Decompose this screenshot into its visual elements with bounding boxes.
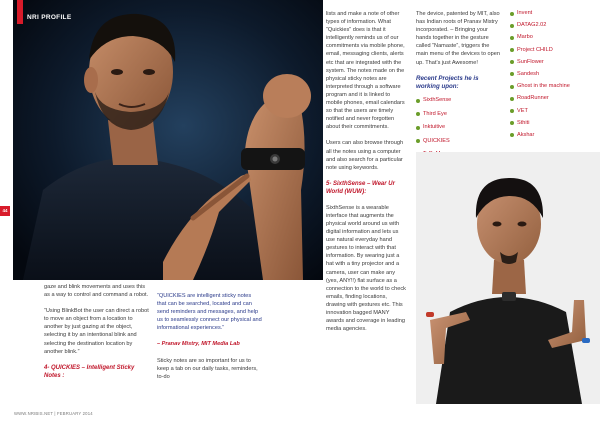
list-item: SixthSense	[416, 97, 502, 104]
bullet-dot-icon	[510, 109, 514, 113]
bullet-dot-icon	[510, 36, 514, 40]
projects-heading: Recent Projects he is working upon:	[416, 74, 479, 91]
page-number: 44	[0, 206, 10, 216]
list-item: Ghost in the machine	[510, 83, 598, 90]
paragraph: Sticky notes are so important for us to keep a tab on our daily tasks, reminders, to-do	[157, 357, 258, 380]
section-marker	[17, 0, 23, 24]
list-item: Sthiti	[510, 120, 598, 127]
list-item: DATAG2.02	[510, 22, 598, 29]
bullet-dot-icon	[416, 126, 420, 130]
project-list-1	[416, 97, 502, 158]
list-item: SunFlower	[510, 59, 598, 66]
section-heading-sixthsense: 5- SixthSense – Wear Ur World (WUW):	[326, 180, 395, 195]
bullet-dot-icon	[510, 85, 514, 89]
bullet-dot-icon	[510, 24, 514, 28]
text-column-4	[416, 10, 502, 164]
bullet-dot-icon	[510, 121, 514, 125]
paragraph: Users can also browse through all the notes using a computer and also search for a particular note using keywords.	[326, 140, 404, 171]
quote-attribution: – Pranav Mistry, MIT Media Lab	[157, 341, 240, 348]
photo-illustration	[416, 152, 600, 404]
list-item: Akshar	[510, 132, 598, 139]
footer-text: WWW.NRIBIS.NET | FEBRUARY 2014	[14, 411, 93, 416]
paragraph: lists and make a note of other types of information. What “Quickies” does is that it intelligently reminds us of our commitments via mobile phone, email, messaging clients, alerts etc that are integrated with the system. The notes made on the physical sticky notes are interpreted through a software program and it is linked to mobile phones, email calendars so that the users are timely notified and never forgotten about their commitments.	[326, 11, 405, 131]
photo-pranav-wrist-device	[13, 0, 323, 280]
section-label: NRI PROFILE	[27, 14, 72, 21]
project-list-2	[510, 10, 598, 139]
list-item: Invent	[510, 10, 598, 17]
photo-illustration	[13, 0, 323, 280]
text-column-5	[510, 10, 598, 144]
bullet-dot-icon	[416, 112, 420, 116]
section-heading-quickies: 4- QUICKIES – Intelligent Sticky Notes :	[44, 364, 135, 379]
text-column-3	[326, 10, 408, 341]
bullet-dot-icon	[510, 72, 514, 76]
bullet-dot-icon	[510, 133, 514, 137]
list-item: QUICKIES	[416, 138, 502, 145]
bullet-dot-icon	[510, 60, 514, 64]
bullet-dot-icon	[510, 12, 514, 16]
list-item: Project CHILD	[510, 47, 598, 54]
bullet-dot-icon	[510, 48, 514, 52]
text-column-1	[44, 283, 149, 388]
photo-pranav-frame-gesture	[416, 152, 600, 404]
paragraph: “Using BlinkBot the user can direct a robot to move an object from a location to another by just gazing at the object, selecting it by an intentional blink and selecting the destination location by another blink.”	[44, 308, 149, 355]
list-item: Sandesh	[510, 71, 598, 78]
bullet-dot-icon	[510, 97, 514, 101]
paragraph: gaze and blink movements and uses this as a way to control and command a robot.	[44, 284, 149, 299]
paragraph: The device, patented by MIT, also has Indian roots of Pranav Mistry incorporated. – Bringing your hands together in the gesture called “Namaste”, triggers the main menu of the devices to open up. That’s just Awesome!	[416, 11, 500, 66]
paragraph: SixthSense is a wearable interface that augments the physical world around us with digital information and lets us use natural everyday hand gestures to interact with that information. By wearing just a hat with a tiny projector and a camera, user can make any (yes, ANY!!) flat surface as a connection to the world to check emails, finding locations, drawing with gestures etc. This innovation bagged MANY awards and coverage in leading media agencies.	[326, 204, 406, 333]
pull-quote: “QUICKIES are intelligent sticky notes that can be searched, located and can send reminders and messages, and help us to seamlessly connect our physical and informational experiences.”	[157, 293, 262, 332]
list-item: RoadRunner	[510, 95, 598, 102]
list-item: Marbo	[510, 34, 598, 41]
list-item: VET	[510, 108, 598, 115]
list-item: Third Eye	[416, 111, 502, 118]
list-item: Inktuitive	[416, 124, 502, 131]
bullet-dot-icon	[416, 99, 420, 103]
text-column-2	[157, 292, 262, 389]
bullet-dot-icon	[416, 139, 420, 143]
